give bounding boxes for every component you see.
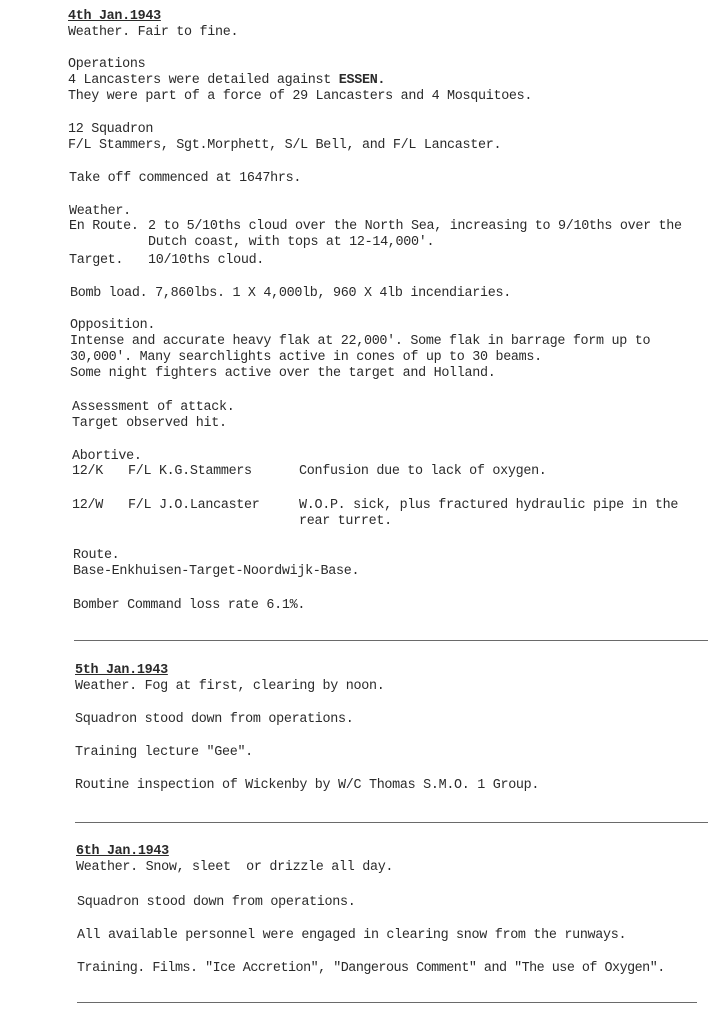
note-line: Squadron stood down from operations. — [77, 895, 356, 910]
bomb-load-line: Bomb load. 7,860lbs. 1 X 4,000lb, 960 X 4lb incendiaries. — [70, 286, 511, 301]
abortive-reason-cont: rear turret. — [299, 514, 392, 529]
section-divider — [77, 1002, 697, 1003]
note-line: Squadron stood down from operations. — [75, 712, 354, 727]
operations-text: 4 Lancasters were detailed against — [68, 73, 339, 88]
operations-target: ESSEN. — [338, 73, 386, 88]
abortive-reason: W.O.P. sick, plus fractured hydraulic pipe in the — [299, 498, 679, 513]
target-text: 10/10ths cloud. — [148, 253, 265, 268]
opposition-heading: Opposition. — [70, 318, 156, 333]
weather-line: Weather. Fair to fine. — [68, 25, 239, 40]
entry-date-jan6: 6th Jan.1943 — [76, 844, 169, 859]
note-line: All available personnel were engaged in clearing snow from the runways. — [77, 928, 627, 943]
operations-heading: Operations — [68, 57, 146, 72]
opposition-line: Intense and accurate heavy flak at 22,000'. Some flak in barrage form up to — [70, 334, 651, 349]
loss-rate-line: Bomber Command loss rate 6.1%. — [73, 598, 306, 613]
operations-line — [68, 73, 385, 89]
assessment-text: Target observed hit. — [72, 416, 227, 431]
assessment-heading: Assessment of attack. — [72, 400, 235, 415]
abortive-crew: F/L J.O.Lancaster — [128, 498, 260, 513]
route-text: Base-Enkhuisen-Target-Noordwijk-Base. — [73, 564, 360, 579]
entry-date-jan5: 5th Jan.1943 — [75, 663, 168, 678]
abortive-heading: Abortive. — [72, 449, 142, 464]
operations-force-line: They were part of a force of 29 Lancasters and 4 Mosquitoes. — [68, 89, 533, 104]
abortive-reason: Confusion due to lack of oxygen. — [299, 464, 547, 479]
weather-heading: Weather. — [69, 204, 131, 219]
abortive-crew: F/L K.G.Stammers — [128, 464, 252, 479]
enroute-label: En Route. — [69, 219, 139, 234]
takeoff-line: Take off commenced at 1647hrs. — [69, 171, 302, 186]
note-line: Training lecture "Gee". — [75, 745, 253, 760]
entry-date-jan4: 4th Jan.1943 — [68, 9, 161, 24]
opposition-line: Some night fighters active over the target and Holland. — [70, 366, 496, 381]
enroute-text-cont: Dutch coast, with tops at 12-14,000'. — [148, 235, 435, 250]
crew-list: F/L Stammers, Sgt.Morphett, S/L Bell, and F/L Lancaster. — [68, 138, 502, 153]
weather-line: Weather. Fog at first, clearing by noon. — [75, 679, 385, 694]
opposition-line: 30,000'. Many searchlights active in cones of up to 30 beams. — [70, 350, 542, 365]
squadron-heading: 12 Squadron — [68, 122, 154, 137]
target-label: Target. — [69, 253, 124, 268]
abortive-code: 12/K — [72, 464, 103, 479]
route-heading: Route. — [73, 548, 120, 563]
note-line: Routine inspection of Wickenby by W/C Thomas S.M.O. 1 Group. — [75, 778, 540, 793]
weather-line: Weather. Snow, sleet or drizzle all day. — [76, 860, 394, 875]
section-divider — [75, 822, 708, 823]
abortive-code: 12/W — [72, 498, 103, 513]
note-line: Training. Films. "Ice Accretion", "Dangerous Comment" and "The use of Oxygen". — [77, 961, 665, 976]
section-divider — [74, 640, 708, 641]
enroute-text: 2 to 5/10ths cloud over the North Sea, increasing to 9/10ths over the — [148, 219, 682, 234]
